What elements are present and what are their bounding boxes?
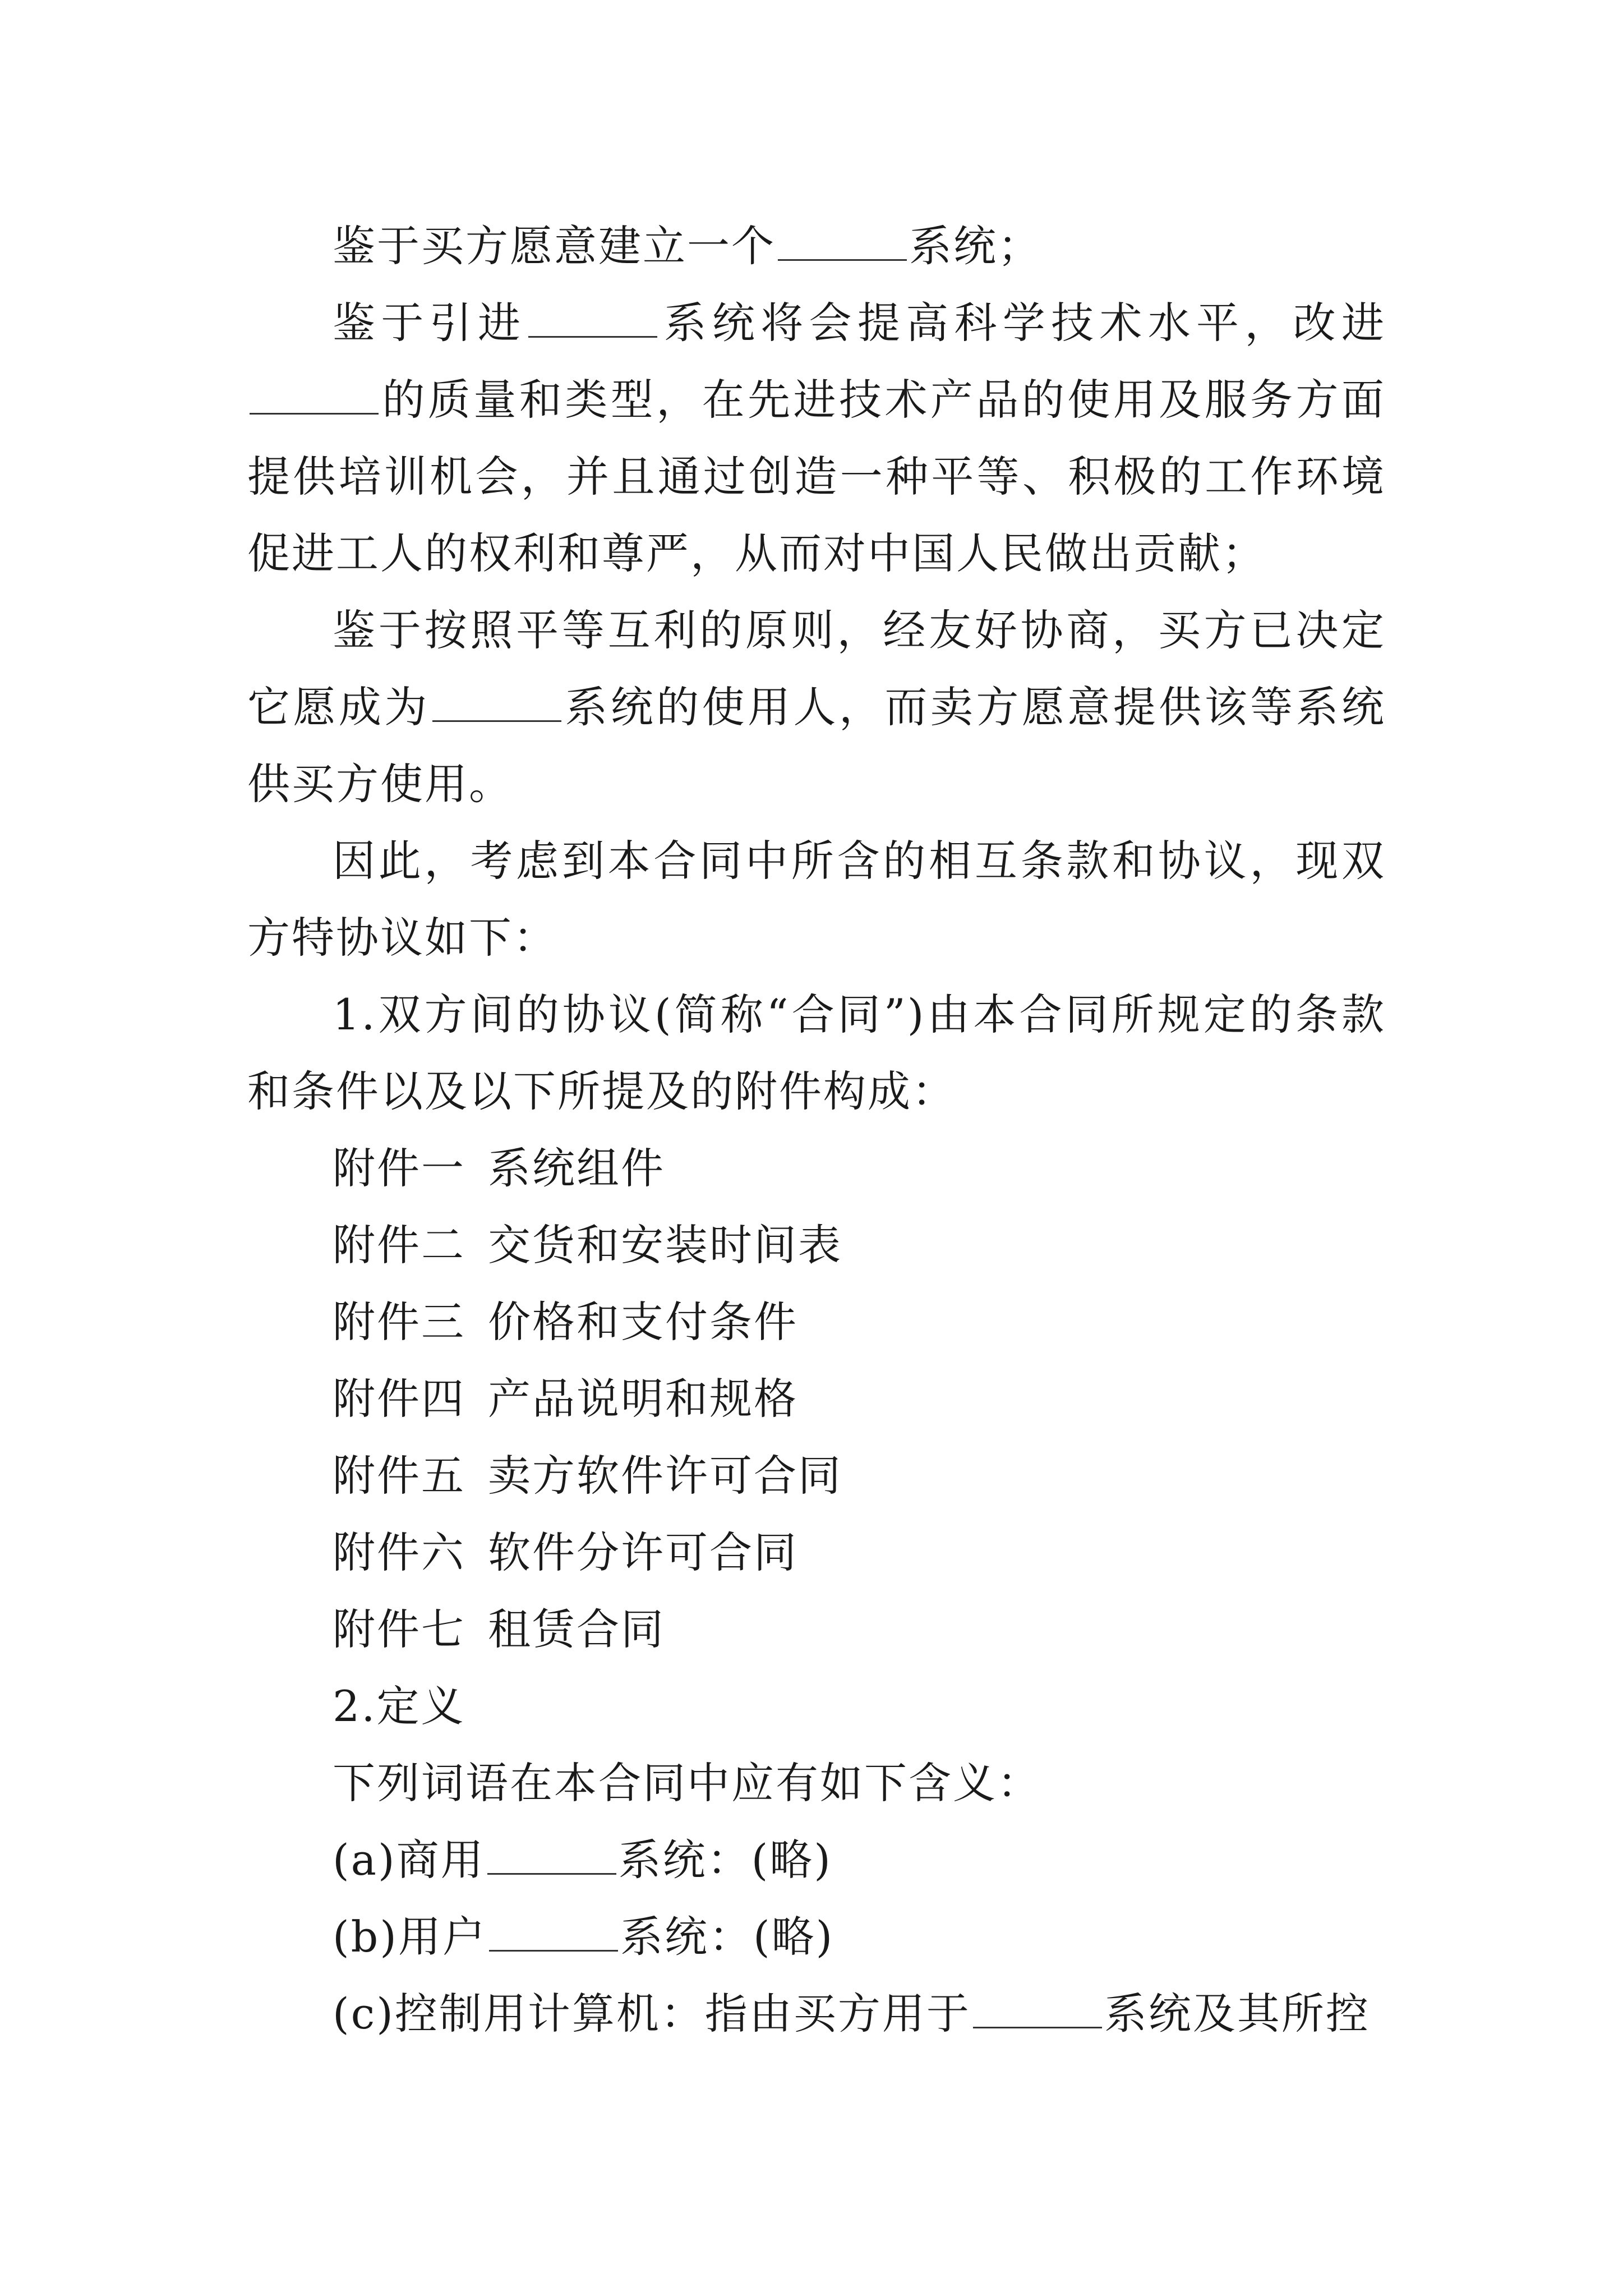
definition-item-c (247, 1975, 1386, 2052)
annex-title: 产品说明和规格 (488, 1374, 798, 1424)
annex-label: 附件七 (333, 1604, 465, 1654)
blank-line (489, 1916, 618, 1952)
text: 的质量和类型，在先进技术产品的使用及服务方面提供培训机会，并且通过创造一种平等、积极的工作环境促进工人的权利和尊严，从而对中国人民做出贡献； (247, 375, 1386, 578)
annex-label: 附件六 (333, 1527, 465, 1577)
annex-title: 租赁合同 (488, 1604, 665, 1654)
text: 系统及其所控 (1104, 1989, 1370, 2039)
definitions-heading: 2.定义 (333, 1681, 465, 1731)
text: 系统将会提高科学技术水平，改进 (660, 298, 1386, 348)
blank-line (250, 379, 379, 415)
blank-line (778, 226, 907, 261)
definition-item-b (247, 1898, 1386, 1975)
blank-line (432, 687, 561, 722)
blank-line (528, 302, 657, 338)
annex-item (247, 1283, 1386, 1360)
annex-item (247, 1207, 1386, 1283)
paragraph-whereas-2 (247, 284, 1386, 592)
annex-label: 附件三 (333, 1297, 465, 1347)
text: 鉴于买方愿意建立一个 (333, 221, 776, 271)
paragraph-whereas-3 (247, 592, 1386, 822)
text: 系统：(略) (618, 1835, 832, 1885)
annex-item (247, 1591, 1386, 1668)
paragraph-whereas-1 (247, 208, 1386, 284)
text: (b)用户 (333, 1912, 487, 1962)
annex-label: 附件五 (333, 1451, 465, 1501)
annex-title: 软件分许可合同 (488, 1527, 798, 1577)
text: 系统； (909, 221, 1042, 271)
text: 鉴于引进 (333, 298, 527, 348)
annex-item (247, 1437, 1386, 1514)
text: 鉴于按照平等互利的原则，经友好协商，买方已决定它愿成为 (247, 605, 1386, 732)
blank-line (487, 1839, 616, 1875)
paragraph-therefore: 因此，考虑到本合同中所含的相互条款和协议，现双方特协议如下： (247, 836, 1386, 963)
text: (a)商用 (333, 1835, 485, 1885)
definition-item-a (247, 1821, 1386, 1898)
text: (c)控制用计算机：指由买方用于 (333, 1989, 971, 2039)
definitions-intro: 下列词语在本合同中应有如下含义： (333, 1758, 1041, 1808)
annex-item (247, 1514, 1386, 1591)
blank-line (973, 1993, 1102, 2028)
annex-label: 附件二 (333, 1220, 465, 1270)
paragraph-clause-1: 1.双方间的协议(简称“合同”)由本合同所规定的条款和条件以及以下所提及的附件构成： (247, 990, 1386, 1116)
annex-title: 价格和支付条件 (488, 1297, 798, 1347)
annex-item (247, 1130, 1386, 1207)
annex-title: 系统组件 (488, 1143, 665, 1193)
contract-text (247, 208, 1386, 2052)
annex-label: 附件一 (333, 1143, 465, 1193)
text: 系统的使用人，而卖方愿意提供该等系统供买方使用。 (247, 682, 1386, 809)
annex-item (247, 1360, 1386, 1437)
annex-title: 卖方软件许可合同 (488, 1451, 842, 1501)
text: 系统：(略) (620, 1912, 834, 1962)
annex-label: 附件四 (333, 1374, 465, 1424)
annex-title: 交货和安装时间表 (488, 1220, 842, 1270)
